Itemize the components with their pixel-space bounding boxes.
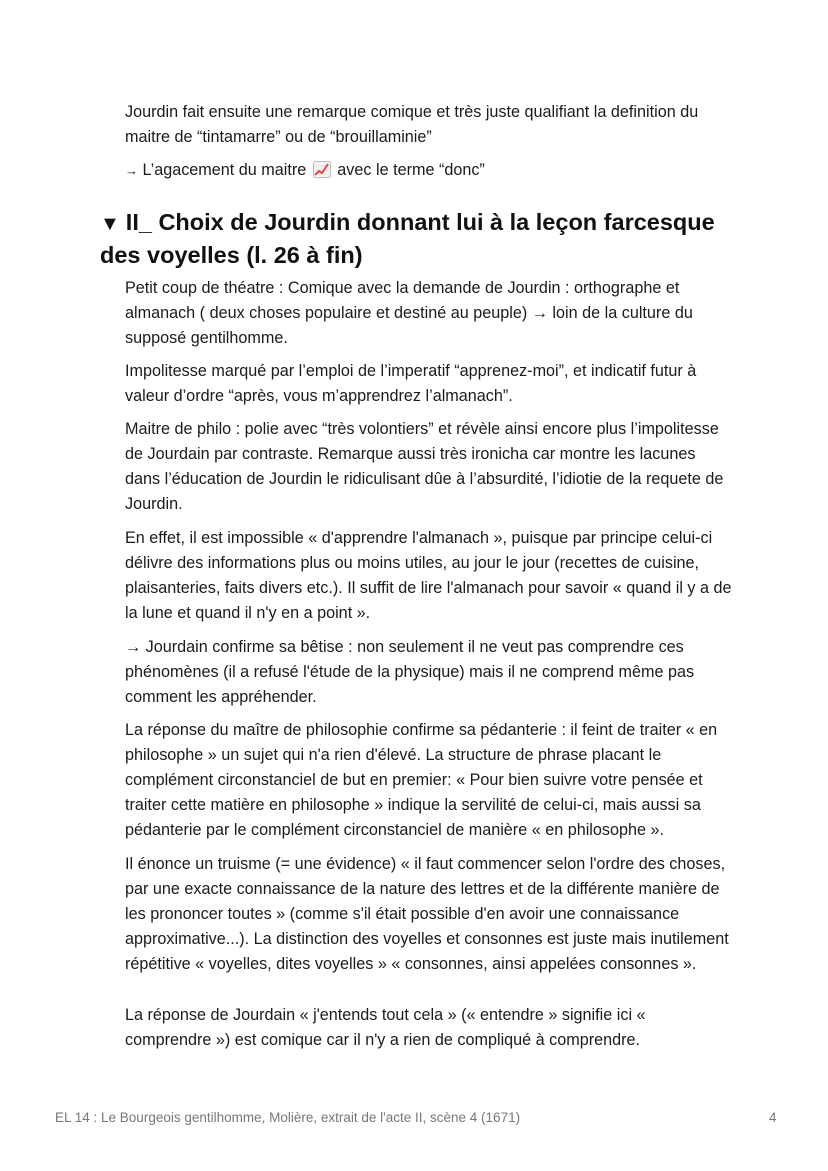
- paragraph-almanach: En effet, il est impossible « d'apprendre l'almanach », puisque par principe celui-ci délivre des informations plus ou moins utiles, au jour le jour (recettes de cuisine, plaisanteries, faits divers etc.). Il suffit de lire l'almanach pour savoir « quand il y a de la lune et quand il n'y en a point ».: [125, 529, 732, 622]
- paragraph-maitre-de-philo: Maitre de philo : polie avec “très volontiers” et révèle ainsi encore plus l’impolitesse de Jourdain par contraste. Remarque aussi très ironicha car montre les lacunes dans l’éducation de Jourdin le ridiculisant dûe à l’absurdité, l’idiotie de la requete de Jourdin.: [125, 420, 724, 513]
- paragraph-pedanterie: La réponse du maître de philosophie confirme sa pédanterie : il feint de traiter « en philosophe » un sujet qui n'a rien d'élevé. La structure de phrase placant le complément circonstanciel de but en premier: « Pour bien suivre votre pensée et traiter cette matière en philosophe » indique la servilité de celui-ci, mais aussi sa pédanterie par le complément circonstanciel de manière « en philosophe ».: [125, 721, 718, 839]
- paragraph-agacement: [125, 158, 735, 183]
- page-number: 4: [769, 1110, 777, 1125]
- footer-title: EL 14 : Le Bourgeois gentilhomme, Molière, extrait de l'acte II, scène 4 (1671): [55, 1110, 521, 1125]
- agacement-text-after: avec le terme “donc”: [337, 161, 485, 179]
- paragraph-truisme: Il énonce un truisme (= une évidence) « il faut commencer selon l'ordre des choses, par une exacte connaissance de la nature des lettres et de la différente manière de les prononcer toutes » (comme s'il était possible d'en avoir une connaissance approximative...). La distinction des voyelles et consonnes est juste mais inutilement répétitive « voyelles, dites voyelles » « consonnes, ainsi appelées consonnes ».: [125, 855, 729, 973]
- paragraph-remarque: Jourdin fait ensuite une remarque comique et très juste qualifiant la definition du maitre de “tintamarre” ou de “brouillaminie”: [125, 103, 699, 146]
- paragraph-impolitesse: Impolitesse marqué par l’emploi de l’imperatif “apprenez-moi”, et indicatif futur à valeur d’ordre “après, vous m’apprendrez l’almanach”.: [125, 362, 697, 405]
- arrow-glyph: →: [125, 163, 138, 178]
- paragraph-betise: → Jourdain confirme sa bêtise : non seulement il ne veut pas comprendre ces phénomènes (il a refusé l'étude de la physique) mais il ne comprend même pas comment les appréhender.: [125, 638, 695, 706]
- section-heading[interactable]: [100, 207, 740, 271]
- toggle-triangle-icon[interactable]: ▼: [100, 213, 120, 235]
- chart-increasing-icon: [313, 161, 331, 178]
- paragraph-coup-de-theatre: Petit coup de théatre : Comique avec la demande de Jourdin : orthographe et almanach ( deux choses populaire et destiné au peuple) → loin de la culture du supposé gentilhomme.: [125, 279, 693, 347]
- agacement-text-before: L’agacement du maitre: [142, 161, 307, 179]
- paragraph-reponse-jourdain: La réponse de Jourdain « j'entends tout cela » (« entendre » signifie ici « comprendre ») est comique car il n'y a rien de compliqué à comprendre.: [125, 1006, 646, 1049]
- section-title: II_ Choix de Jourdin donnant lui à la leçon farcesque des voyelles (l. 26 à fin): [100, 209, 715, 268]
